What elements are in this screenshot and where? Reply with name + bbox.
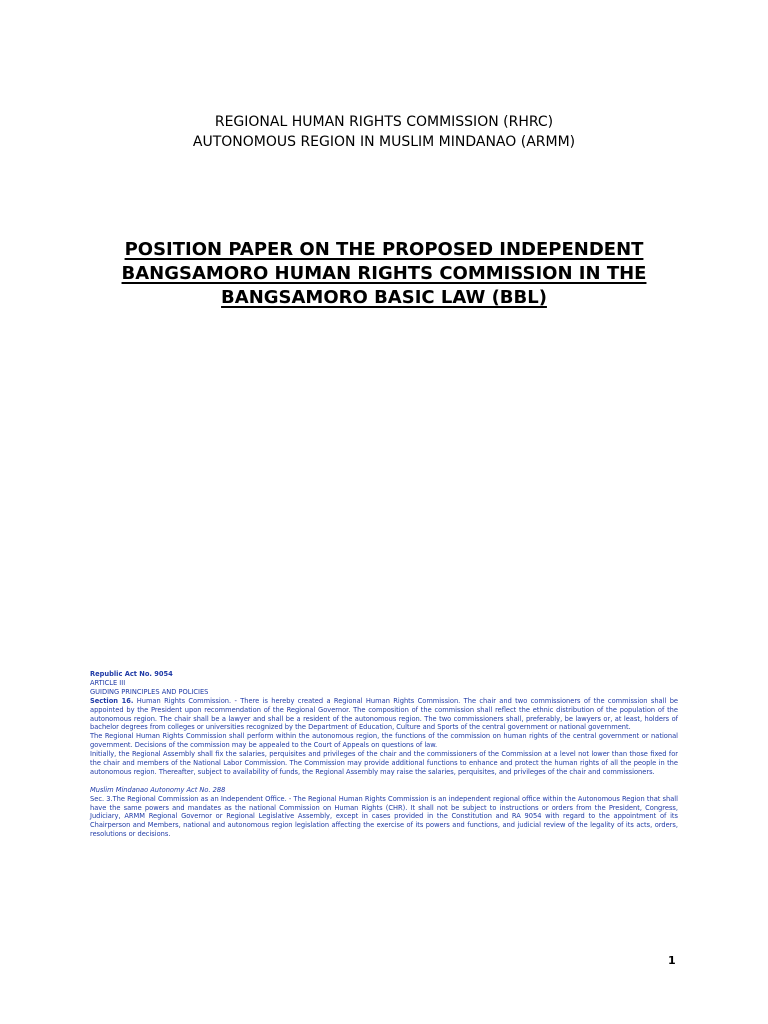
functions-paragraph: The Regional Human Rights Commission shall perform within the autonomous region, the functions of the commission on human rights of the central government or national government. Decisions of the commission may be appealed to the Court of Appeals on questions of law. [90, 731, 678, 750]
document-title [100, 238, 668, 310]
salaries-paragraph: Initially, the Regional Assembly shall fix the salaries, perquisites and privileges of the chair and the commissioners of the Commission at a level not lower than those fixed for the chair and members of the National Labor Commission. The Commission may provide additional functions to enhance and protect the human rights of all the people in the autonomous region. Thereafter, subject to availability of funds, the Regional Assembly may raise the salaries, perquisites, and privileges of the chair and commissioners. [90, 749, 678, 776]
section-label: Section 16. [90, 695, 134, 705]
page-number: 1 [668, 954, 676, 967]
title-line-1: POSITION PAPER ON THE PROPOSED INDEPENDENT [124, 239, 644, 260]
act-name: Republic Act No. 9054 [90, 669, 173, 678]
header-organization: REGIONAL HUMAN RIGHTS COMMISSION (RHRC) [214, 114, 554, 130]
act2-name: Muslim Mindanao Autonomy Act No. 288 [90, 784, 226, 794]
legal-excerpt [90, 670, 678, 839]
article-title: GUIDING PRINCIPLES AND POLICIES [90, 686, 209, 696]
title-line-3: BANGSAMORO BASIC LAW (BBL) [221, 287, 547, 308]
header-region: AUTONOMOUS REGION IN MUSLIM MINDANAO (ARMM) [192, 134, 576, 150]
section-16-paragraph [90, 697, 678, 733]
title-line-2: BANGSAMORO HUMAN RIGHTS COMMISSION IN THE [121, 263, 647, 284]
document-header [0, 112, 768, 152]
independent-office-paragraph: Sec. 3.The Regional Commission as an Independent Office. - The Regional Human Rights Commission is an independent regional office within the Autonomous Region that shall have the same powers and mandates as the national Commission on Human Rights (CHR). It shall not be subject to instructions or orders from the President, Congress, Judiciary, ARMM Regional Governor or Regional Legislative Assembly, except in cases provided in the Constitution and RA 9054 with regard to the appointment of its Chairperson and Members, national and autonomous region legislation affecting the exercise of its powers and functions, and judicial review of the legality of its acts, orders, resolutions or decisions. [90, 793, 678, 839]
article-number: ARTICLE III [90, 677, 126, 687]
section-text: Human Rights Commission. - There is hereby created a Regional Human Rights Commission. The chair and two commissioners of the commission shall be appointed by the President upon recommendation of the Regional Governor. The composition of the commission shall reflect the ethnic distribution of the population of the autonomous region. The chair shall be a lawyer and shall be a resident of the autonomous region. The two commissioners shall, preferably, be lawyers or, at least, holders of bachelor degrees from colleges or universities recognized by the Department of Education, Culture and Sports of the central government or national government. [90, 695, 679, 732]
